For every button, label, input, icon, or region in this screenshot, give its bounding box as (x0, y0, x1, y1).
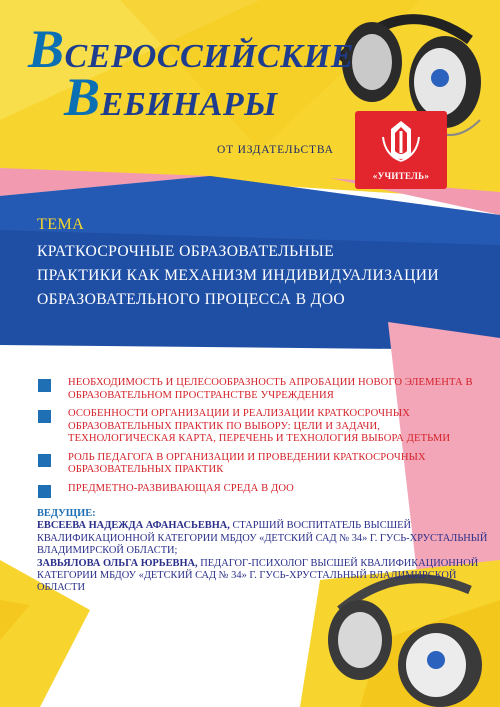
host-1 (37, 520, 492, 557)
hosts-label: ВЕДУЩИЕ: (37, 508, 96, 519)
logo-label: «УЧИТЕЛЬ» (372, 171, 430, 181)
title-line-1-cap: В (28, 19, 65, 79)
agenda-list (38, 377, 488, 501)
title-line-2 (64, 66, 278, 128)
topic-title (37, 240, 487, 312)
host-2-name: ЗАВЬЯЛОВА ОЛЬГА ЮРЬЕВНА, (37, 557, 198, 569)
bullet-square-icon (38, 454, 51, 467)
agenda-item-text: ОСОБЕННОСТИ ОРГАНИЗАЦИИ И РЕАЛИЗАЦИИ КРАТКОСРОЧНЫХ ОБРАЗОВАТЕЛЬНЫХ ПРАКТИК ПО ВЫБОРУ: ЦЕЛИ И ЗАДАЧИ, ТЕХНОЛОГИЧЕСКАЯ КАРТА, ПЕРЕЧЕНЬ И ТЕХНОЛОГИЯ ВЫБОРА ДЕТЬМИ (68, 408, 451, 444)
agenda-item (38, 408, 488, 446)
agenda-item (38, 377, 488, 402)
title-line-2-cap: В (64, 67, 101, 127)
title-line-2-rest: ЕБИНАРЫ (100, 86, 278, 123)
host-1-name: ЕВСЕЕВА НАДЕЖДА АФАНАСЬЕВНА, (37, 520, 230, 532)
bullet-square-icon (38, 410, 51, 423)
publisher-logo (355, 111, 447, 189)
agenda-item-text: НЕОБХОДИМОСТЬ И ЦЕЛЕСООБРАЗНОСТЬ АПРОБАЦИИ НОВОГО ЭЛЕМЕНТА В ОБРАЗОВАТЕЛЬНОМ ПРОСТРАНСТВЕ УЧРЕЖДЕНИЯ (68, 377, 473, 401)
hosts-section (37, 508, 492, 595)
publisher-prefix: ОТ ИЗДАТЕЛЬСТВА (217, 144, 334, 156)
topic-line: ПРАКТИКИ КАК МЕХАНИЗМ ИНДИВИДУАЛИЗАЦИИ (37, 267, 440, 284)
host-2-desc: ПЕДАГОГ-ПСИХОЛОГ ВЫСШЕЙ КВАЛИФИКАЦИОННОЙ КАТЕГОРИИ МБДОУ «ДЕТСКИЙ САД № 34» Г. ГУСЬ-ХРУСТАЛЬНЫЙ ВЛАДИМИРСКОЙ ОБЛАСТИ (37, 557, 479, 594)
topic-line: КРАТКОСРОЧНЫЕ ОБРАЗОВАТЕЛЬНЫЕ (37, 243, 335, 260)
agenda-item-text: ПРЕДМЕТНО-РАЗВИВАЮЩАЯ СРЕДА В ДОО (68, 482, 294, 494)
bullet-square-icon (38, 379, 51, 392)
title-line-1-rest: СЕРОССИЙСКИЕ (64, 38, 354, 75)
agenda-item (38, 483, 488, 496)
agenda-item-text: РОЛЬ ПЕДАГОГА В ОРГАНИЗАЦИИ И ПРОВЕДЕНИИ КРАТКОСРОЧНЫХ ОБРАЗОВАТЕЛЬНЫХ ПРАКТИК (68, 451, 426, 475)
host-1-desc: СТАРШИЙ ВОСПИТАТЕЛЬ ВЫСШЕЙ КВАЛИФИКАЦИОННОЙ КАТЕГОРИИ МБДОУ «ДЕТСКИЙ САД № 34» Г. ГУСЬ-ХРУСТАЛЬНЫЙ ВЛАДИМИРСКОЙ ОБЛАСТИ; (37, 520, 488, 557)
agenda-item (38, 452, 488, 477)
bullet-square-icon (38, 485, 51, 498)
host-2 (37, 558, 492, 595)
topic-label: ТЕМА (37, 216, 85, 233)
topic-line: ОБРАЗОВАТЕЛЬНОГО ПРОЦЕССА В ДОО (37, 291, 346, 308)
